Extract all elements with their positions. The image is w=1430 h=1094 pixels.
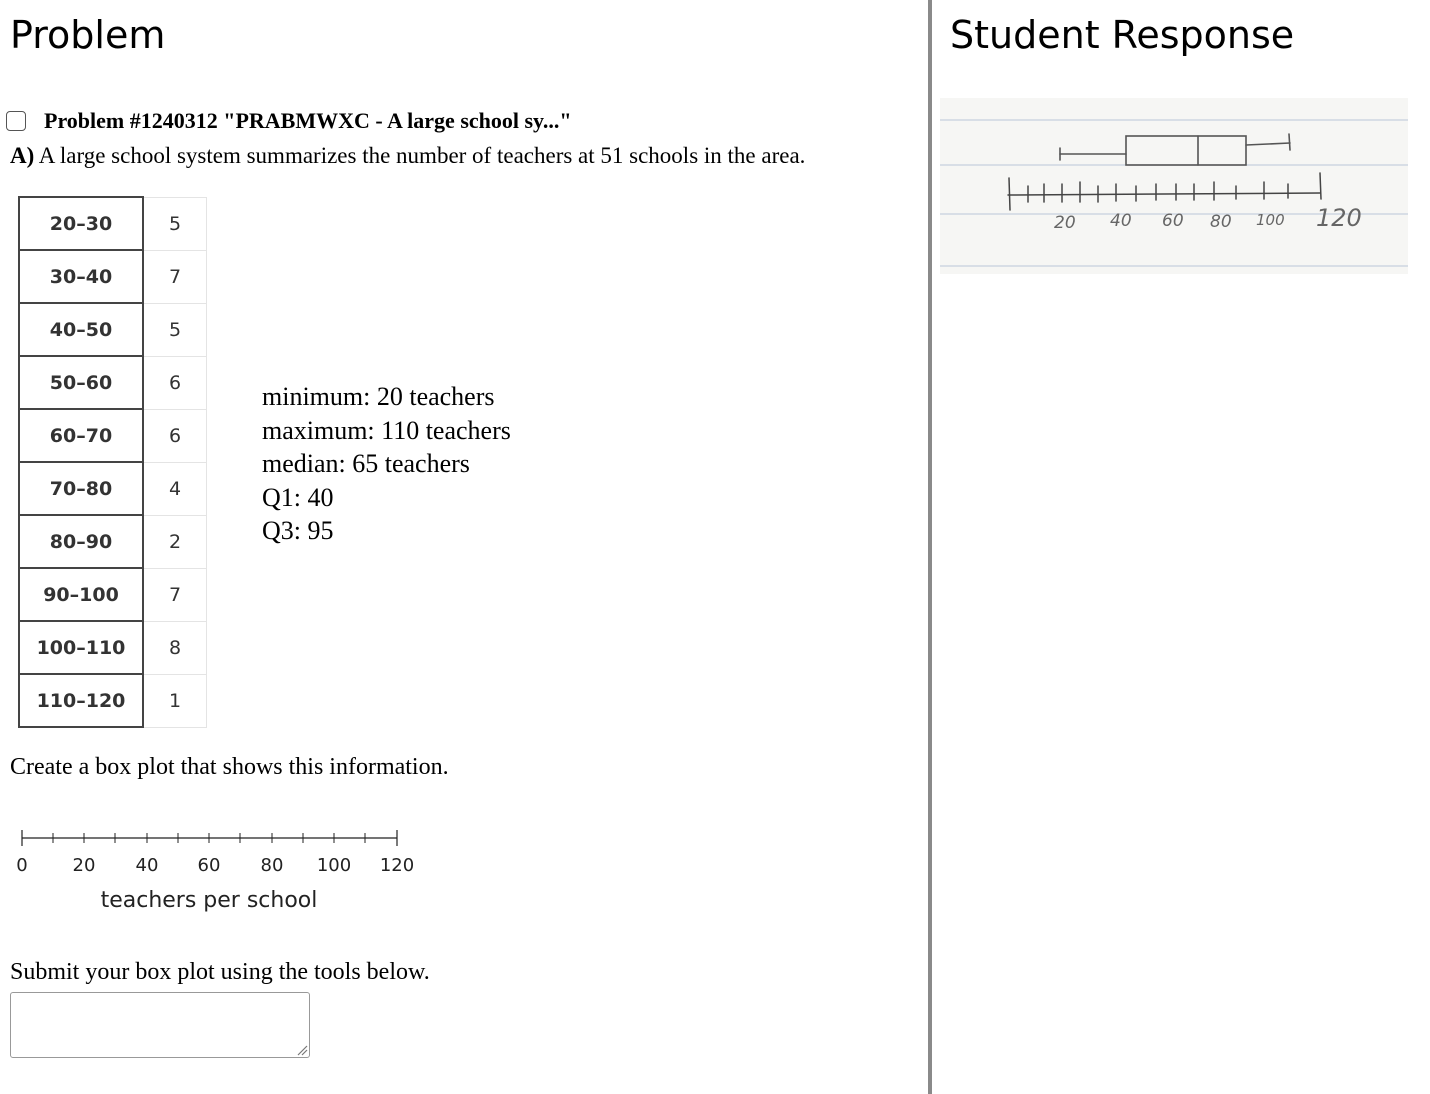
range-cell: 50–60 <box>19 356 143 409</box>
axis-tick-label: 100 <box>316 855 352 876</box>
axis-tick-label: 0 <box>16 855 28 876</box>
table-row <box>19 197 207 250</box>
axis-label: teachers per school <box>100 888 318 913</box>
handwritten-label: 20 <box>1054 213 1076 233</box>
stat-q3: Q3: 95 <box>262 516 334 545</box>
table-row <box>19 674 207 727</box>
range-cell: 20–30 <box>19 197 143 250</box>
count-cell: 6 <box>143 409 207 462</box>
stat-q1: Q1: 40 <box>262 482 334 512</box>
number-line-axis <box>0 820 440 920</box>
range-cell: 80–90 <box>19 515 143 568</box>
frequency-table <box>18 196 207 728</box>
table-row <box>19 250 207 303</box>
table-row <box>19 621 207 674</box>
stat-minimum: minimum: 20 teachers <box>262 382 495 411</box>
count-cell: 8 <box>143 621 207 674</box>
axis-tick-label: 20 <box>72 855 96 876</box>
student-response-image <box>940 98 1408 274</box>
table-row <box>19 356 207 409</box>
student-response-panel <box>932 0 1430 1094</box>
student-response-title: Student Response <box>950 13 1295 57</box>
range-cell: 60–70 <box>19 409 143 462</box>
count-cell: 7 <box>143 250 207 303</box>
table-row <box>19 515 207 568</box>
table-row <box>19 568 207 621</box>
resize-handle-icon[interactable] <box>296 1044 308 1056</box>
problem-header-text: Problem #1240312 "PRABMWXC - A large school sy..." <box>44 108 572 133</box>
handwritten-label: 40 <box>1110 211 1132 231</box>
stat-maximum: maximum: 110 teachers <box>262 415 511 445</box>
count-cell: 2 <box>143 515 207 568</box>
table-row <box>19 462 207 515</box>
range-cell: 30–40 <box>19 250 143 303</box>
instruction-text: Create a box plot that shows this information. <box>10 754 449 780</box>
stat-median: median: 65 teachers <box>262 449 470 478</box>
range-cell: 100–110 <box>19 621 143 674</box>
submit-instruction: Submit your box plot using the tools below. <box>10 959 430 985</box>
handwritten-label: 60 <box>1162 211 1184 231</box>
count-cell: 5 <box>143 197 207 250</box>
axis-tick-label: 120 <box>379 855 415 876</box>
range-cell: 90–100 <box>19 568 143 621</box>
handwritten-label: 120 <box>1316 204 1362 232</box>
count-cell: 6 <box>143 356 207 409</box>
handwritten-label: 80 <box>1210 212 1232 232</box>
problem-select-checkbox[interactable] <box>6 111 26 131</box>
axis-tick-label: 80 <box>260 855 284 876</box>
problem-header <box>6 108 572 134</box>
summary-stats <box>262 380 511 548</box>
part-label: A) <box>10 143 35 168</box>
count-cell: 1 <box>143 674 207 727</box>
range-cell: 40–50 <box>19 303 143 356</box>
count-cell: 7 <box>143 568 207 621</box>
problem-intro <box>10 143 805 169</box>
handwritten-label: 100 <box>1256 211 1285 229</box>
count-cell: 4 <box>143 462 207 515</box>
intro-text: A large school system summarizes the number of teachers at 51 schools in the area. <box>38 143 806 168</box>
count-cell: 5 <box>143 303 207 356</box>
axis-tick-label: 60 <box>197 855 221 876</box>
table-row <box>19 303 207 356</box>
answer-textarea[interactable] <box>10 992 310 1058</box>
table-row <box>19 409 207 462</box>
paper-background <box>940 98 1408 274</box>
range-cell: 110–120 <box>19 674 143 727</box>
problem-panel-title: Problem <box>10 13 166 57</box>
range-cell: 70–80 <box>19 462 143 515</box>
axis-tick-label: 40 <box>135 855 159 876</box>
